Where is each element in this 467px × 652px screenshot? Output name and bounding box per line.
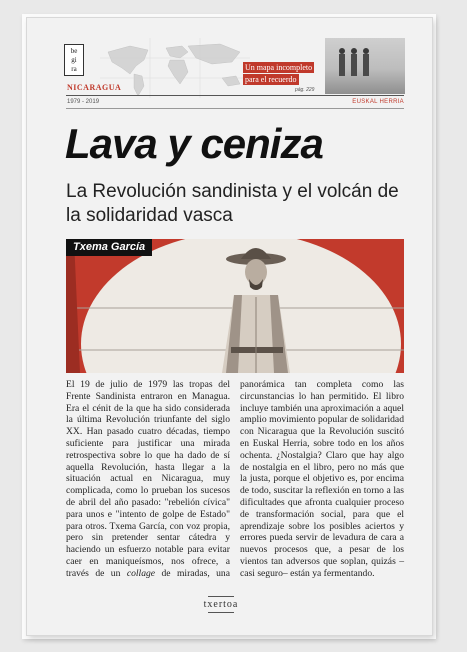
world-map-illustration	[100, 38, 250, 98]
header-rule	[66, 95, 404, 96]
body-italic-term: collage	[126, 567, 156, 579]
country-label: NICARAGUA	[67, 83, 122, 92]
inset-caption: Un mapa incompleto para el recuerdo	[245, 63, 313, 84]
person-figure	[351, 54, 357, 76]
person-figure	[339, 54, 345, 76]
body-rest: de miradas, una panorámica tan completa como las circunstancias lo han permitido. El libro incluye también una aproximación a aquel amplio movimiento popular de solidaridad con Nicaragua que la Revolución suscitó en Euskal Herria, sobre todo en los años ochenta. ¿Nostalgia? Claro que hay algo de nostalgia en el libro, pero no más que la justa, porque el objetivo es, por encima de todo, suscitar la reflexión en torno a las dificultades que afronta cualquier proceso de transformación social, para que el aprendizaje sobre los posibles aciertos y errores pueda servir de levadura de cara a nuevos procesos que, a pesar de los vientos tan adversos que soplan, quizás –casi seguro– están ya fermentando.	[155, 379, 404, 579]
page-reference: pág. 229	[295, 87, 315, 93]
region-label: EUSKAL HERRIA	[352, 99, 404, 105]
back-cover-text	[66, 379, 404, 584]
begira-logo: be gi ra	[64, 44, 84, 76]
header-rule-lower	[66, 108, 404, 109]
inset-photo	[325, 38, 405, 94]
publisher-logo: txertoa	[203, 594, 239, 615]
years-label: 1979 - 2019	[67, 99, 100, 105]
mural-photo	[66, 239, 404, 373]
person-figure	[363, 54, 369, 76]
body-intro: El 19 de julio de 1979 las tropas del Frente Sandinista entraron en Managua. Era el cénit de la que ha sido considerada la última Revolución triunfante del siglo XX. Han pasado cuatro décadas, tiempo suficiente para justificar una mirada retrospectiva sobre lo que ha dado de sí aquella Revolución, hasta llegar a la situación actual en Nicaragua, muy complicada, como lo prueban los sucesos de abril del año pasado: "rebelión cívica" para unos e "intento de golpe de Estado" para otros. Txema García, con voz propia, pero sin pretender sentar cátedra y haciendo un esfuerzo notable para evitar caer en maniqueísmos, nos ofrece, a través de un	[66, 379, 230, 579]
book-subtitle: La Revolución sandinista y el volcán de la solidaridad vasca	[66, 181, 399, 226]
author-name: Txema García	[66, 239, 152, 256]
book-title: Lava y ceniza	[65, 120, 323, 167]
